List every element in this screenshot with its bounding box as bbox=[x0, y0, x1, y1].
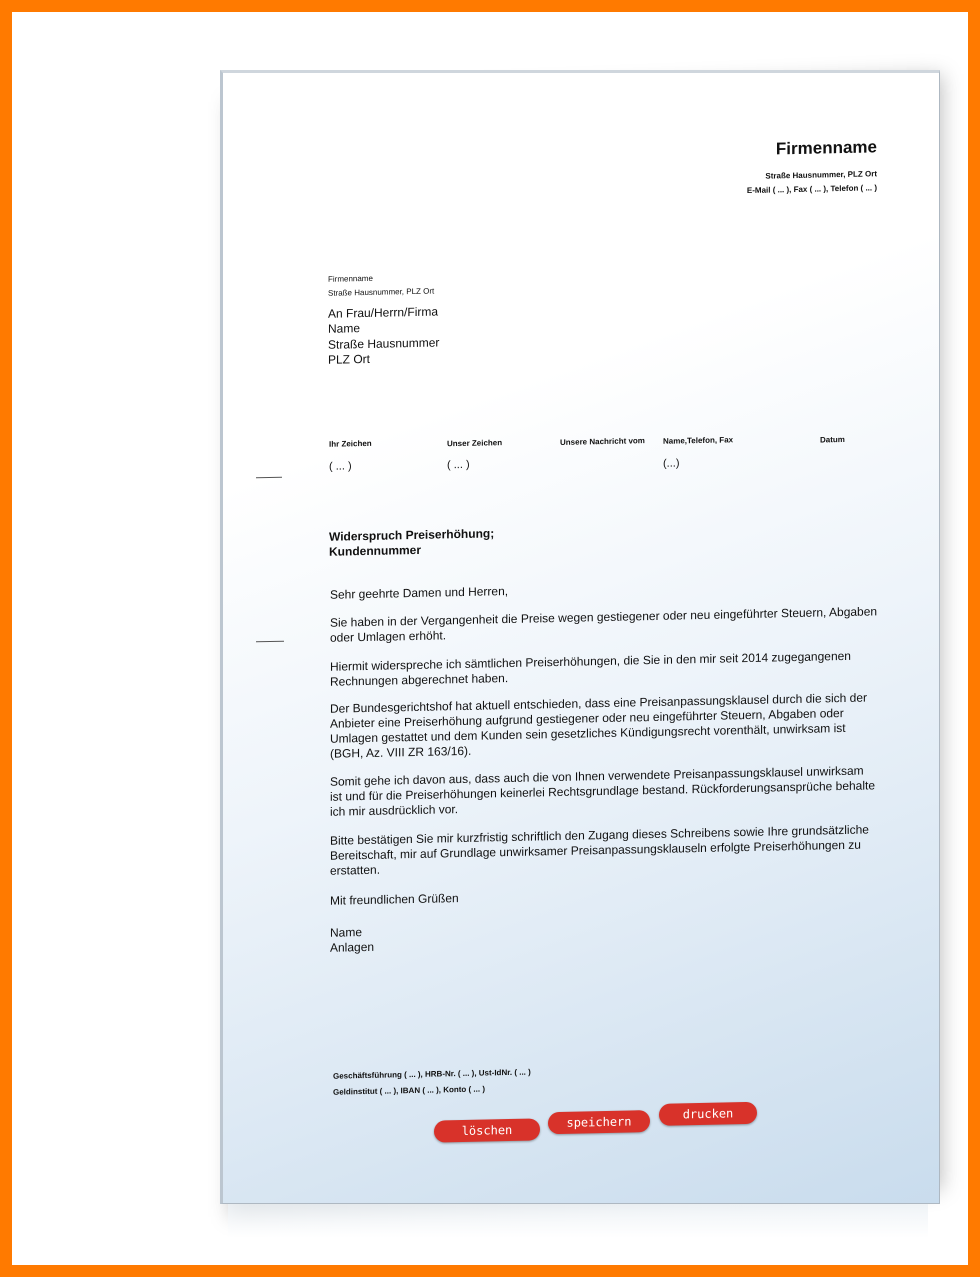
subject-line-1: Widerspruch Preiserhöhung; bbox=[329, 526, 495, 544]
sender-address: Straße Hausnummer, PLZ Ort bbox=[328, 286, 435, 298]
ref-nachricht-label: Unsere Nachricht vom bbox=[560, 436, 645, 447]
ref-ihr-zeichen-value: ( ... ) bbox=[329, 460, 352, 473]
print-button[interactable]: drucken bbox=[659, 1102, 757, 1126]
paragraph-5: Bitte bestätigen Sie mir kurzfristig schriftlich den Zugang dieses Schreibens sowie Ihre grundsätzliche Bereitschaft, mir auf Grundlage unwirksamer Preisanpassungsklauseln erfolgte Preiserhöhungen zu erstatten. bbox=[330, 822, 869, 878]
subject-line-2: Kundennummer bbox=[329, 542, 422, 559]
fold-mark-top bbox=[256, 477, 282, 479]
sender-name: Firmenname bbox=[328, 273, 373, 284]
ref-kontakt-value: (...) bbox=[663, 457, 680, 470]
recipient-line-2: Name bbox=[328, 321, 361, 336]
footer-line-1: Geschäftsführung ( ... ), HRB-Nr. ( ... ), Ust-IdNr. ( ... ) bbox=[333, 1067, 531, 1081]
company-name: Firmenname bbox=[775, 137, 877, 159]
recipient-line-1: An Frau/Herrn/Firma bbox=[328, 304, 439, 321]
salutation: Sehr geehrte Damen und Herren, bbox=[330, 584, 509, 602]
save-button[interactable]: speichern bbox=[548, 1110, 650, 1134]
paragraph-3: Der Bundesgerichtshof hat aktuell entschieden, dass eine Preisanpassungsklausel durch die sich der Anbieter eine Preiserhöhung aufgrund gestiegener oder neu eingeführter Steuern, Abgaben oder Umlagen gestattet und dem Kunden sein gesetzliches Kündigungsrecht vorenthält, unwirksam ist (BGH, Az. VIII ZR 163/16). bbox=[330, 690, 867, 761]
closing: Mit freundlichen Grüßen bbox=[330, 891, 459, 908]
sheet-reflection bbox=[228, 1198, 928, 1238]
attachments: Anlagen bbox=[330, 939, 375, 955]
paragraph-4: Somit gehe ich davon aus, dass auch die von Ihnen verwendete Preisanpassungsklausel unwirksam ist und für die Preiserhöhungen keinerlei Rechtsgrundlage bestand. Rückforderungsansprüche behalte ich mir ausdrücklich vor. bbox=[330, 763, 876, 819]
letter-content bbox=[223, 58, 939, 1203]
delete-button[interactable]: löschen bbox=[434, 1118, 540, 1142]
paragraph-1: Sie haben in der Vergangenheit die Preise wegen gestiegener oder neu eingeführter Steuern, Abgaben oder Umlagen erhöht. bbox=[330, 604, 878, 645]
fold-mark-middle bbox=[256, 641, 284, 643]
ref-unser-zeichen-label: Unser Zeichen bbox=[447, 438, 503, 449]
footer-line-2: Geldinstitut ( ... ), IBAN ( ... ), Konto ( ... ) bbox=[333, 1084, 485, 1097]
ref-unser-zeichen-value: ( ... ) bbox=[447, 458, 470, 472]
ref-datum-label: Datum bbox=[820, 434, 845, 445]
recipient-line-3: Straße Hausnummer bbox=[328, 335, 440, 352]
signature-name: Name bbox=[330, 925, 363, 940]
paragraph-2: Hiermit widerspreche ich sämtlichen Preiserhöhungen, die Sie in den mir seit 2014 zugegangenen Rechnungen abgerechnet haben. bbox=[330, 648, 851, 689]
ref-ihr-zeichen-label: Ihr Zeichen bbox=[329, 438, 372, 449]
ref-kontakt-label: Name,Telefon, Fax bbox=[663, 435, 734, 446]
company-address: Straße Hausnummer, PLZ Ort bbox=[765, 169, 877, 181]
recipient-line-4: PLZ Ort bbox=[328, 351, 371, 367]
company-contact: E-Mail ( ... ), Fax ( ... ), Telefon ( ... ) bbox=[746, 183, 877, 196]
letter-sheet bbox=[220, 70, 940, 1204]
